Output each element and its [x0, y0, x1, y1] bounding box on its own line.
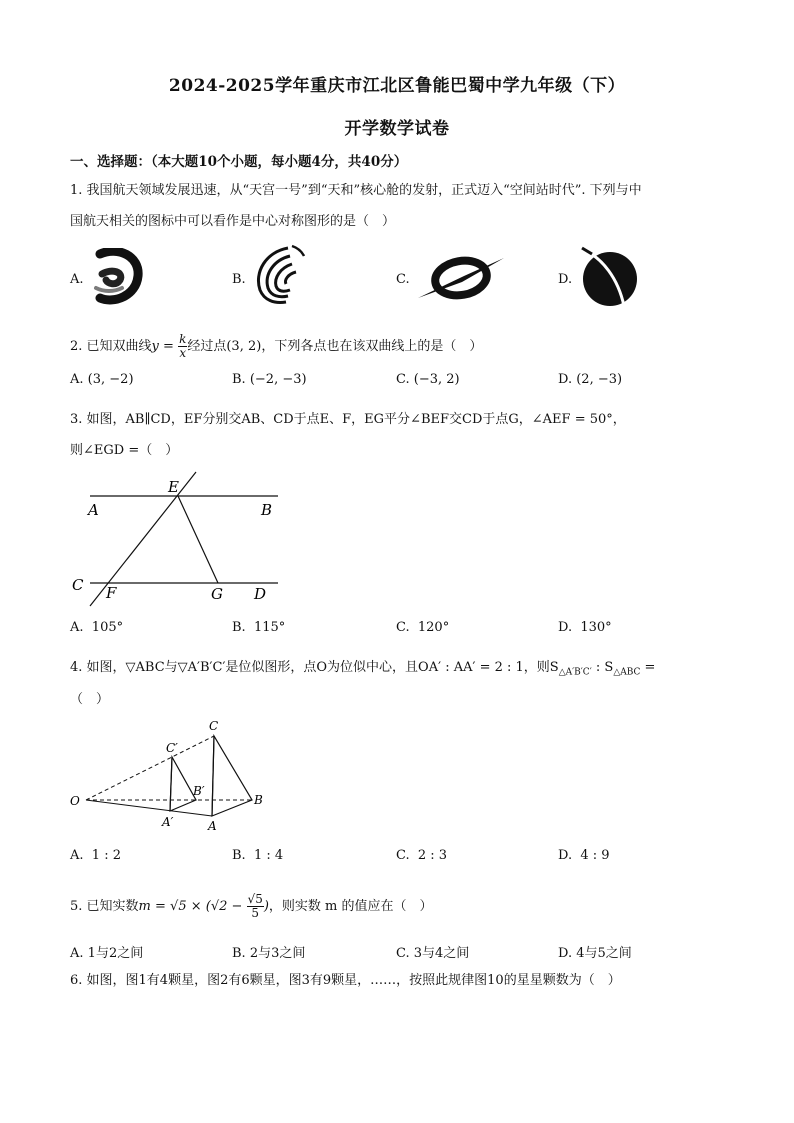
label-b: B	[254, 793, 263, 807]
q4-sub1: △A′B′C′	[558, 667, 592, 678]
q3-line1: 3. 如图，AB∥CD，EF分别交AB、CD于点E、F，EG平分∠BEF交CD于点G，∠AEF = 50°，	[70, 412, 626, 427]
q4-option-b-label: B.	[232, 848, 246, 863]
q3-option-d-label: D.	[558, 620, 573, 635]
q5-option-a	[70, 942, 143, 961]
q2-option-d-value: (2, −3)	[576, 372, 623, 387]
label-c: C	[72, 576, 84, 594]
q5-option-b	[232, 942, 305, 961]
q2-option-a-value: (3, −2)	[87, 372, 134, 387]
ray-oa	[86, 800, 212, 816]
segment-eg	[178, 496, 218, 583]
q2-suffix: ，下列各点也在该双曲线上的是（ ）	[261, 339, 483, 354]
q1-line1: 1. 我国航天领域发展迅速，从“天宫一号”到“天和”核心舱的发射，正式迈入“空间站时代”. 下列与中	[70, 183, 642, 198]
q3-figure	[68, 470, 288, 610]
q5-expr-a: m = √5 × (√2 −	[138, 899, 243, 914]
q4-text: 4. 如图，▽ABC与▽A′B′C′是位似图形，点O为位似中心，且OA′ : AA′ = 2 : 1，则S	[70, 660, 559, 675]
q4-option-a-label: A.	[70, 848, 84, 863]
label-c: C	[209, 719, 219, 733]
q2-option-a-label: A.	[70, 372, 84, 387]
label-f: F	[106, 584, 117, 602]
q4-option-d	[558, 848, 610, 863]
q5-frac-num: √5	[247, 892, 263, 906]
label-b-prime: B′	[193, 784, 205, 798]
label-d: D	[254, 585, 267, 603]
q3-option-b	[232, 620, 285, 635]
q5-option-c	[396, 942, 469, 961]
q4-option-d-value: 4 : 9	[580, 848, 610, 863]
q2-frac-num: k	[179, 332, 187, 346]
q4-option-a	[70, 848, 121, 863]
q5-expr-b: )	[263, 899, 269, 914]
q3-option-b-label: B.	[232, 620, 246, 635]
label-g: G	[211, 585, 223, 603]
triangle-abc	[212, 736, 252, 816]
q4-option-b-value: 1 : 4	[253, 848, 284, 863]
q4-line1	[70, 660, 655, 681]
q2-stem	[70, 333, 482, 360]
q2-option-d-label: D.	[558, 372, 573, 387]
q2-option-b-label: B.	[232, 372, 246, 387]
q3-option-a-label: A.	[70, 620, 84, 635]
q2-y-eq: y =	[151, 339, 174, 354]
q4-mid: : S	[591, 660, 614, 675]
q5-stem	[70, 893, 433, 920]
q1-option-a-label: A.	[70, 272, 84, 287]
q3-option-b-value: 115°	[253, 620, 286, 635]
q2-option-c-value: (−3, 2)	[413, 372, 460, 387]
q2-option-c	[396, 372, 460, 387]
q4-option-d-label: D.	[558, 848, 573, 863]
section-heading: 一、选择题：（本大题10个小题，每小题4分，共40分）	[70, 154, 408, 170]
q5-frac-den: 5	[251, 906, 259, 920]
label-c-prime: C′	[166, 741, 178, 755]
label-e: E	[168, 478, 179, 496]
exam-title-line2: 开学数学试卷	[344, 119, 450, 139]
label-o: O	[70, 794, 80, 808]
segment-ac	[212, 736, 214, 816]
label-a: A	[88, 501, 99, 519]
q3-option-c-value: 120°	[417, 620, 450, 635]
q5-option-a-value: 1与2之间	[87, 946, 144, 961]
q4-sub2: △ABC	[613, 667, 641, 678]
label-b: B	[261, 501, 273, 519]
q2-mid: 经过点	[187, 339, 227, 354]
q2-option-c-label: C.	[396, 372, 410, 387]
q4-option-c	[396, 848, 447, 863]
q5-fraction	[247, 893, 264, 920]
q2-option-d	[558, 372, 622, 387]
label-a-prime: A′	[162, 815, 174, 829]
q3-option-c-label: C.	[396, 620, 410, 635]
q5-suffix: ，则实数 m 的值应在（ ）	[268, 899, 433, 914]
q3-option-d	[558, 620, 612, 635]
q2-fraction	[178, 333, 187, 360]
segment-a1c1	[170, 757, 172, 811]
q4-option-b	[232, 848, 283, 863]
q4-option-c-label: C.	[396, 848, 410, 863]
q3-option-a-value: 105°	[91, 620, 124, 635]
q5-option-a-label: A.	[70, 946, 84, 961]
q4-figure	[66, 716, 276, 838]
q4-option-c-value: 2 : 3	[417, 848, 448, 863]
q3-option-c	[396, 620, 449, 635]
q2-option-b	[232, 372, 307, 387]
q1-line2: 国航天相关的图标中可以看作是中心对称图形的是（ ）	[70, 214, 396, 229]
q4-line2: （ ）	[70, 692, 110, 707]
q1-option-d-icon	[578, 246, 640, 308]
q5-option-d-value: 4与5之间	[576, 946, 632, 961]
q2-prefix: 2. 已知双曲线	[70, 339, 152, 354]
q5-option-b-label: B.	[232, 946, 246, 961]
q6-line1: 6. 如图，图1有4颗星，图2有6颗星，图3有9颗星，……，按照此规律图10的星星颗数为（ ）	[70, 973, 621, 988]
q4-end: =	[640, 660, 656, 675]
q4-option-a-value: 1 : 2	[91, 848, 121, 863]
q3-line2: 则∠EGD =（ ）	[70, 443, 179, 458]
q2-point: (3, 2)	[226, 339, 262, 354]
q1-option-c-icon	[416, 254, 506, 302]
exam-title-line1: 2024-2025学年重庆市江北区鲁能巴蜀中学九年级（下）	[168, 76, 626, 96]
q1-option-d-label: D.	[558, 272, 573, 287]
q2-frac-den: x	[179, 346, 187, 360]
q2-option-a	[70, 372, 134, 387]
q5-option-c-value: 3与4之间	[413, 946, 470, 961]
q5-option-b-value: 2与3之间	[249, 946, 306, 961]
q5-option-d	[558, 942, 632, 961]
label-a: A	[208, 819, 217, 833]
q1-option-c-label: C.	[396, 272, 410, 287]
q1-option-b-label: B.	[232, 272, 246, 287]
q3-option-d-value: 130°	[580, 620, 612, 635]
q1-option-b-icon	[252, 244, 312, 306]
q2-option-b-value: (−2, −3)	[249, 372, 307, 387]
q1-option-a-icon	[88, 248, 144, 306]
q3-option-a	[70, 620, 123, 635]
q5-option-c-label: C.	[396, 946, 410, 961]
q5-prefix: 5. 已知实数	[70, 899, 139, 914]
q5-option-d-label: D.	[558, 946, 573, 961]
